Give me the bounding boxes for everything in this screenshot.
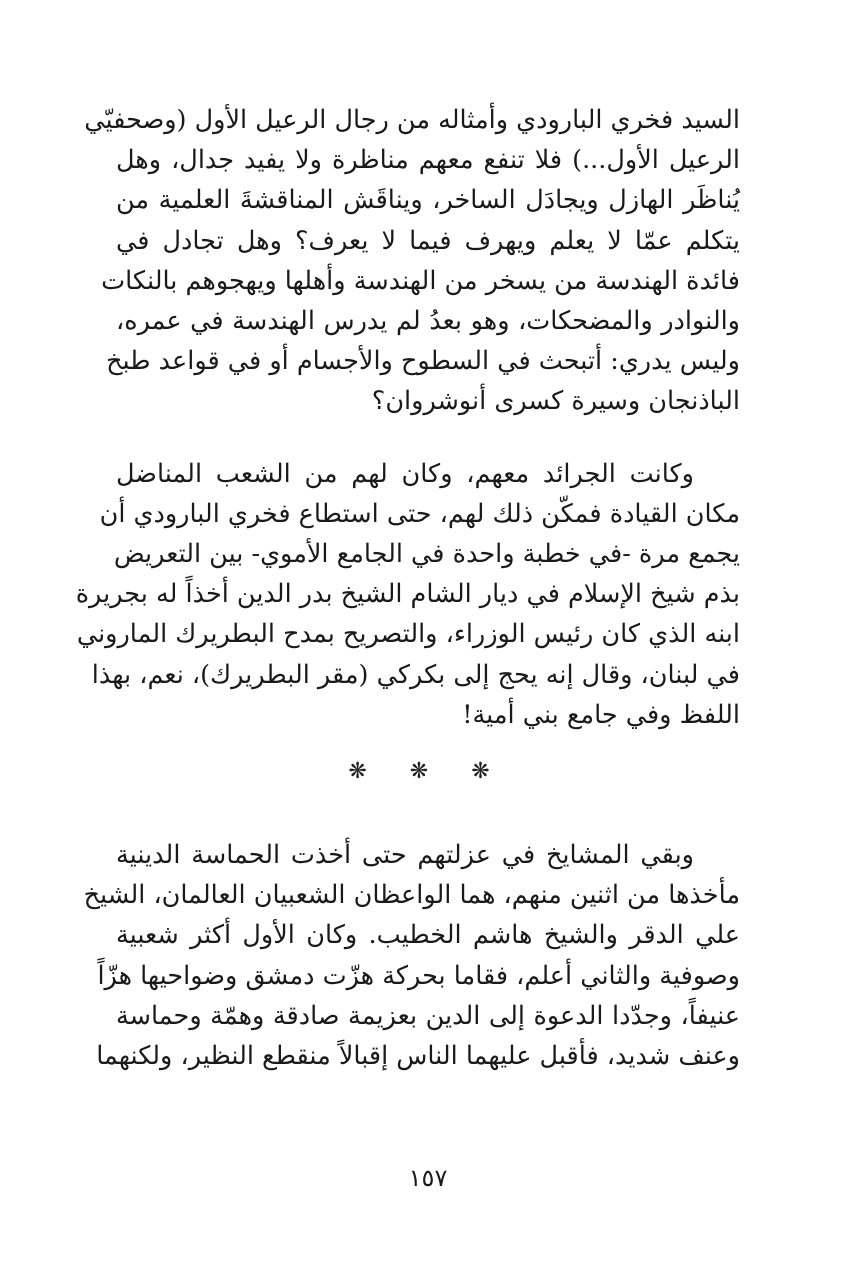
text-line: الرعيل الأول...) فلا تنفع معهم مناظرة ولا يفيد جدال، وهل [116,145,740,176]
paragraph-gap [116,787,740,835]
text-line: وليس يدري: أتبحث في السطوح والأجسام أو في قواعد طبخ [106,346,740,377]
text-line: يتكلم عمّا لا يعلم ويهرف فيما لا يعرف؟ وهل تجادل في [116,225,740,256]
text-line: وصوفية والثاني أعلم، فقاما بحركة هزّت دمشق وضواحيها هزّاً [97,960,740,991]
text-line: فائدة الهندسة من يسخر من الهندسة وأهلها ويهجوهم بالنكات [101,265,740,296]
paragraph-3 [83,835,740,1076]
page-body [75,100,740,1076]
text-line: يجمع مرة -في خطبة واحدة في الجامع الأموي- بين التعريض [113,539,740,570]
text-line: السيد فخري البارودي وأمثاله من رجال الرعيل الأول (وصحفيّي [84,105,740,135]
text-line: عنيفاً، وجدّدا الدعوة إلى الدين بعزيمة صادقة وهمّة وحماسة [116,1000,740,1031]
text-line: ابنه الذي كان رئيس الوزراء، والتصريح بمدح البطريرك الماروني [76,619,740,650]
text-line: وبقي المشايخ في عزلتهم حتى أخذت الحماسة الدينية [116,840,694,871]
text-line: والنوادر والمضحكات، وهو بعدُ لم يدرس الهندسة في عمره، [116,306,740,337]
text-line: مأخذها من اثنين منهم، هما الواعظان الشعبيان العالمان، الشيخ [83,880,740,911]
text-line: الباذنجان وسيرة كسرى أنوشروان؟ [371,386,740,417]
page-number: ١٥٧ [408,1164,448,1192]
text-line: يُناظَر الهازل ويجادَل الساخر، ويناقَش المناقشةَ العلمية من [116,185,740,216]
paragraph-2 [75,454,740,735]
text-line: في لبنان، وقال إنه يحج إلى بكركي (مقر البطريرك)، نعم، بهذا [91,659,740,690]
text-line: اللفظ وفي جامع بني أمية! [462,699,740,730]
section-separator: ❋ ❋ ❋ [348,759,508,785]
text-line: وكانت الجرائد معهم، وكان لهم من الشعب المناضل [116,458,694,489]
text-line: مكان القيادة فمكّن ذلك لهم، حتى استطاع فخري البارودي أن [99,498,740,529]
text-line: وعنف شديد، فأقبل عليهما الناس إقبالاً منقطع النظير، ولكنهما [96,1041,740,1072]
text-line: بذم شيخ الإسلام في ديار الشام الشيخ بدر الدين أخذاً له بجريرة [75,579,740,610]
paragraph-gap [116,422,740,454]
text-line: علي الدقر والشيخ هاشم الخطيب. وكان الأول أكثر شعبية [116,920,740,951]
paragraph-1 [84,100,740,422]
